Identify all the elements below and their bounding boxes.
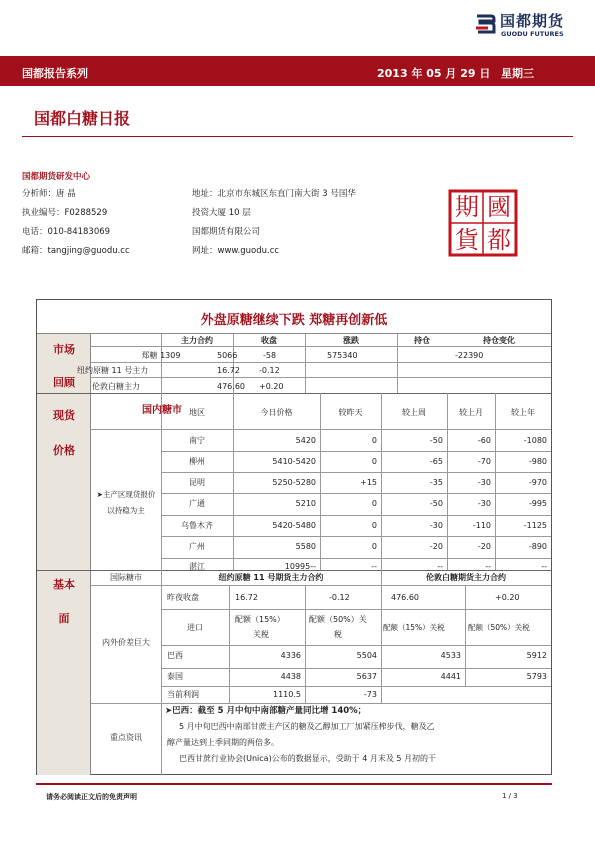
intl-brazil-label: 巴西 — [167, 651, 183, 660]
intl-thailand-v4: 5793 — [526, 672, 547, 681]
spot-value: 5410-5420 — [272, 457, 316, 466]
section-label-column — [37, 334, 91, 775]
spot-region: 广通 — [189, 499, 205, 508]
title-divider — [22, 136, 573, 137]
seal-char-4: 貨 — [455, 226, 479, 254]
summary-title-bar — [37, 300, 551, 334]
spot-value: -30 — [477, 499, 491, 508]
intl-spread-label: 内外价差巨大 — [102, 638, 150, 647]
phone-number: 电话：010-84183069 — [22, 227, 111, 237]
news-line-3: 巴西甘蔗行业协会(Unica)公布的数据显示，受助于 4 月末及 5 月初的干 — [179, 754, 437, 763]
spot-value: -970 — [528, 478, 547, 487]
mr-row2-close: 16.72 — [217, 366, 240, 375]
company-name: 国都期货有限公司 — [192, 227, 261, 237]
intl-prev-close-ldn: 476.60 — [391, 593, 419, 602]
spot-note-line2: 以持稳为主 — [107, 506, 145, 515]
mr-header-change: 涨跌 — [343, 336, 359, 345]
section-market-2: 回顾 — [53, 376, 75, 389]
spot-value: -- — [485, 562, 491, 571]
mr-row2-contract: 纽约原糖 11 号主力 — [77, 366, 149, 375]
intl-thailand-v3: 4441 — [440, 672, 461, 681]
website-link[interactable]: 网址：www.guodu.cc — [192, 246, 280, 256]
license-number: 执业编号：F0288529 — [22, 208, 108, 218]
intl-thailand-v2: 5637 — [356, 672, 377, 681]
report-date: 2013 年 05 月 29 日 — [377, 67, 491, 80]
mr-row1-oi: 575340 — [327, 351, 358, 360]
mr-row1-close: 5066 — [217, 351, 238, 360]
spot-value: 0 — [371, 521, 377, 530]
spot-value: -- — [371, 562, 377, 571]
spot-header-price: 今日价格 — [260, 408, 293, 417]
section-spot-2: 价格 — [53, 444, 75, 457]
spot-value: -50 — [429, 436, 443, 445]
spot-region: 昆明 — [189, 478, 205, 487]
spot-header-yoy: 较上年 — [511, 408, 535, 417]
intl-import-col2: 配额（50%）关 — [309, 615, 367, 624]
company-seal-icon — [446, 188, 520, 258]
address-line-1: 地址：北京市东城区东直门南大街 3 号国华 — [192, 189, 356, 199]
intl-import-col2b: 税 — [334, 630, 342, 639]
spot-value: 0 — [371, 542, 377, 551]
spot-value: -60 — [477, 436, 491, 445]
spot-value: -70 — [477, 457, 491, 466]
spot-value: -30 — [477, 478, 491, 487]
intl-import-col1: 配额（15%） — [235, 615, 285, 624]
page-title: 国都白糖日报 — [34, 109, 131, 128]
spot-region: 广州 — [189, 542, 205, 551]
address-line-2: 投资大厦 10 层 — [192, 208, 251, 218]
spot-region: 乌鲁木齐 — [181, 521, 213, 530]
report-series: 国都报告系列 — [22, 67, 88, 80]
spot-value: -30 — [429, 521, 443, 530]
spot-value: +15 — [360, 478, 377, 487]
mr-row3-contract: 伦敦白糖主力 — [92, 382, 140, 391]
spot-value: -- — [541, 562, 547, 571]
summary-panel — [36, 299, 552, 775]
spot-value: -110 — [472, 521, 491, 530]
spot-value: 10995-- — [284, 562, 316, 571]
spot-value: 0 — [371, 436, 377, 445]
mr-header-oi-change: 持仓变化 — [483, 336, 515, 345]
intl-prev-close-ny-chg: -0.12 — [329, 593, 350, 602]
mr-row1-oi-change: -22390 — [455, 351, 484, 360]
spot-value: -35 — [429, 478, 443, 487]
intl-brazil-v2: 5504 — [356, 651, 377, 660]
spot-header-region: 地区 — [189, 408, 205, 417]
spot-value: -50 — [429, 499, 443, 508]
intl-brazil-v4: 5912 — [526, 651, 547, 660]
mr-row3-close: 476.60 — [217, 382, 245, 391]
spot-value: -20 — [477, 542, 491, 551]
spot-value: -980 — [528, 457, 547, 466]
spot-note-line1: ➤主产区现货报价 — [96, 490, 156, 499]
mr-row2-change: -0.12 — [259, 366, 280, 375]
mr-header-oi: 持仓 — [414, 336, 430, 345]
intl-thailand-v1: 4438 — [280, 672, 301, 681]
spot-value: -995 — [528, 499, 547, 508]
logo-mark-icon — [474, 12, 496, 36]
spot-header-wow: 较上周 — [402, 408, 426, 417]
mr-row1-contract: 郑糖 1309 — [141, 351, 181, 360]
spot-region: 南宁 — [189, 436, 205, 445]
spot-value: 5420 — [295, 436, 316, 445]
spot-value: -20 — [429, 542, 443, 551]
seal-char-1: 國 — [487, 193, 511, 221]
spot-value: -1080 — [523, 436, 547, 445]
intl-profit-label: 当前利润 — [167, 690, 199, 699]
intl-prev-close-label: 昨夜收盘 — [167, 593, 199, 602]
intl-import-col3: 配额（15%）关税 — [383, 623, 445, 632]
report-weekday: 星期三 — [501, 67, 534, 80]
section-market-1: 市场 — [53, 343, 75, 356]
news-label: 重点资讯 — [110, 733, 142, 742]
spot-value: 0 — [371, 499, 377, 508]
intl-brazil-v3: 4533 — [440, 651, 461, 660]
intl-prev-close-ny: 16.72 — [235, 593, 258, 602]
footer-divider — [36, 783, 552, 785]
spot-region: 柳州 — [189, 457, 205, 466]
section-fundamental-1: 基本 — [53, 578, 75, 591]
spot-value: 5580 — [295, 542, 316, 551]
section-fundamental-2: 面 — [58, 612, 70, 625]
intl-label: 国际糖市 — [110, 573, 142, 582]
intl-profit-v1: 1110.5 — [273, 690, 301, 699]
intl-brazil-v1: 4336 — [280, 651, 301, 660]
mr-row3-change: +0.20 — [259, 382, 284, 391]
seal-char-3: 期 — [455, 193, 479, 221]
intl-import-col1b: 关税 — [253, 630, 269, 639]
intl-ny-header: 纽约原糖 11 号期货主力合约 — [218, 573, 324, 582]
mr-row1-change: -58 — [263, 351, 277, 360]
spot-value: -- — [437, 562, 443, 571]
logo-text-en: GUODU FUTURES — [501, 30, 564, 38]
spot-value: -1125 — [523, 521, 547, 530]
intl-ldn-header: 伦敦白糖期货主力合约 — [426, 573, 506, 582]
section-spot-1: 现货 — [53, 409, 75, 422]
spot-value: -890 — [528, 542, 547, 551]
intl-import-col4: 配额（50%）关税 — [468, 623, 530, 632]
analyst-name: 分析师：唐 晶 — [22, 189, 76, 199]
page-number: 1 / 3 — [502, 792, 518, 800]
mr-header-close: 收盘 — [261, 336, 277, 345]
spot-value: -65 — [429, 457, 443, 466]
logo-text-cn: 国都期货 — [500, 12, 565, 30]
spot-value: 5420-5480 — [272, 521, 316, 530]
spot-value: 5250-5280 — [272, 478, 316, 487]
news-line-1: 5 月中旬巴西中南部甘蔗主产区的糖及乙醇加工厂加紧压榨步伐，糖及乙 — [179, 722, 435, 731]
header-bar — [0, 56, 595, 86]
news-headline: ➤巴西：截至 5 月中旬中南部糖产量同比增 140%； — [165, 706, 367, 716]
news-line-2: 醇产量达到上季同期的两倍多。 — [167, 738, 279, 747]
spot-header-mom: 较上月 — [459, 408, 483, 417]
company-logo — [474, 8, 586, 44]
spot-region: 湛江 — [189, 562, 205, 571]
spot-value: 0 — [371, 457, 377, 466]
spot-domestic-label: 国内糖市 — [142, 405, 182, 416]
spot-header-dod: 较昨天 — [338, 408, 363, 417]
email-link[interactable]: 邮箱：tangjing@guodu.cc — [22, 246, 130, 256]
intl-thailand-label: 泰国 — [167, 672, 183, 681]
research-center: 国都期货研发中心 — [22, 172, 91, 182]
mr-header-contract: 主力合约 — [181, 336, 213, 345]
summary-title: 外盘原糖继续下跌 郑糖再创新低 — [200, 313, 388, 328]
intl-profit-v2: -73 — [363, 690, 377, 699]
intl-import-label: 进口 — [187, 623, 203, 632]
seal-char-2: 都 — [487, 226, 511, 254]
spot-value: 5210 — [295, 499, 316, 508]
disclaimer-note[interactable]: 请务必阅读正文后的免责声明 — [46, 793, 137, 801]
intl-prev-close-ldn-chg: +0.20 — [495, 593, 520, 602]
